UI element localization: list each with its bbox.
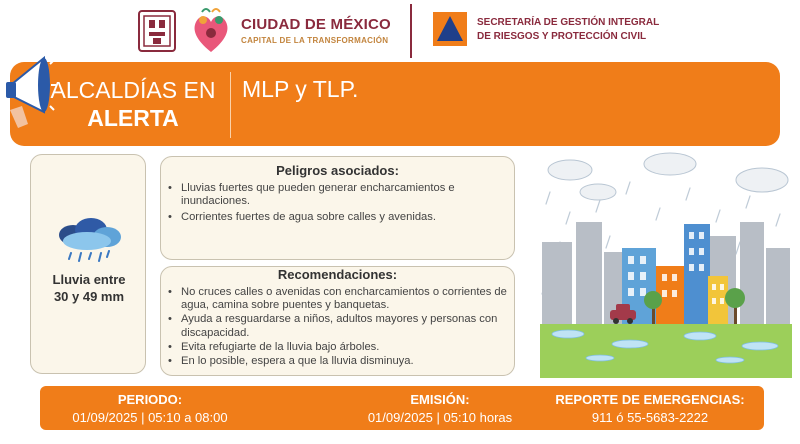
hazards-title: Peligros asociados: — [276, 163, 399, 178]
hazards-card — [160, 156, 515, 260]
rainy-city-illustration — [540, 152, 792, 378]
agency-line-2: DE RIESGOS Y PROTECCIÓN CIVIL — [477, 31, 647, 42]
header — [0, 0, 800, 62]
recommendations-list — [161, 286, 514, 368]
emission-block — [340, 391, 540, 427]
emergency-report-block — [540, 391, 760, 427]
list-item: • En lo posible, espera a que la lluvia disminuya. — [181, 355, 508, 368]
alcaldias-list: MLP y TLP. — [242, 76, 359, 102]
list-item: • Lluvias fuertes que pueden generar encharcamientos e inundaciones. — [181, 182, 508, 208]
emergency-report-label: REPORTE DE EMERGENCIAS: — [555, 392, 745, 407]
transformation-heart-icon — [190, 6, 232, 56]
agency-line-1: SECRETARÍA DE GESTIÓN INTEGRAL — [477, 17, 660, 28]
list-item: • Evita refugiarte de la lluvia bajo árboles. — [181, 341, 508, 354]
period-block — [50, 391, 250, 427]
alert-label — [48, 76, 218, 132]
alert-label-line-2: ALERTA — [87, 105, 179, 131]
header-divider — [410, 4, 412, 58]
alert-label-line-1: ALCALDÍAS EN — [50, 77, 216, 103]
proteccion-civil-logo-icon — [433, 12, 467, 46]
cdmx-title: CIUDAD DE MÉXICO — [241, 16, 391, 33]
cdmx-shield-icon — [138, 10, 176, 52]
emission-value: 01/09/2025 | 05:10 horas — [367, 410, 513, 425]
rain-cloud-icon — [53, 217, 127, 265]
period-label: PERIODO: — [117, 392, 183, 407]
recommendations-card — [160, 266, 515, 376]
hazards-list — [161, 182, 514, 225]
period-value: 01/09/2025 | 05:10 a 08:00 — [72, 410, 228, 425]
emergency-report-value: 911 ó 55-5683-2222 — [591, 410, 709, 425]
rain-amount-line-2: 30 y 49 mm — [53, 289, 125, 304]
cdmx-subtitle: CAPITAL DE LA TRANSFORMACIÓN — [241, 36, 389, 45]
list-item: • No cruces calles o avenidas con encharcamientos o corrientes de agua, camina sobre puentes y banquetas. — [181, 286, 508, 312]
rain-amount-text — [31, 271, 147, 305]
agency-name — [477, 16, 659, 44]
rain-amount-card — [30, 154, 146, 374]
recommendations-title: Recomendaciones: — [277, 267, 398, 282]
rain-amount-line-1: Lluvia entre — [52, 272, 126, 287]
list-item: • Corrientes fuertes de agua sobre calles y avenidas. — [181, 211, 508, 224]
banner-separator — [230, 72, 231, 138]
list-item: • Ayuda a resguardarse a niños, adultos mayores y personas con discapacidad. — [181, 313, 508, 339]
emission-label: EMISIÓN: — [410, 392, 470, 407]
